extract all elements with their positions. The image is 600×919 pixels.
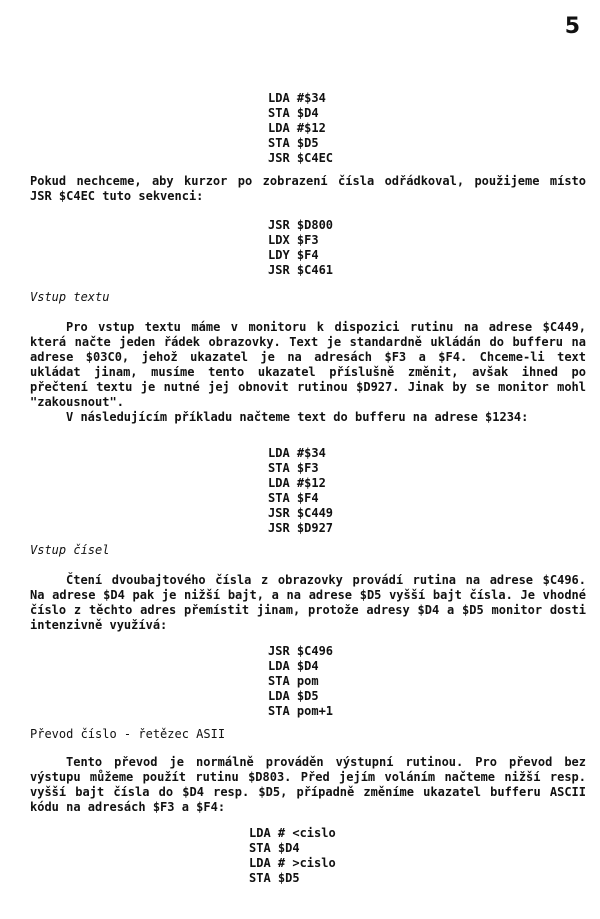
heading-number-to-string: Převod číslo - řetězec ASII bbox=[30, 727, 226, 741]
code-block-1: LDA #$34 STA $D4 LDA #$12 STA $D5 JSR $C4EC bbox=[268, 91, 334, 165]
paragraph-text-input bbox=[30, 320, 586, 425]
paragraph-text: Čtení dvoubajtového čísla z obrazovky provádí rutina na adrese $C496. Na adrese $D4 pak je nižší bajt, a na adrese $D5 vyšší bajt čísla. Je vhodné číslo z těchto adres přemístit jinam, protože adresy $D4 a $D5 monitor dosti intenzivně využívá: bbox=[30, 573, 586, 632]
code-block-2: JSR $D800 LDX $F3 LDY $F4 JSR $C461 bbox=[268, 218, 334, 277]
paragraph-cursor bbox=[30, 174, 586, 204]
heading-text-input: Vstup textu bbox=[30, 290, 110, 304]
page-number: 5 bbox=[564, 14, 580, 39]
code-block-5: LDA # <cislo STA $D4 LDA # >cislo STA $D5 bbox=[249, 826, 336, 885]
paragraph-number-input bbox=[30, 573, 586, 633]
paragraph-text: V následujícím příkladu načteme text do bufferu na adrese $1234: bbox=[66, 410, 529, 424]
heading-number-input: Vstup čísel bbox=[30, 543, 110, 557]
paragraph-conversion bbox=[30, 755, 586, 815]
paragraph-text: Pro vstup textu máme v monitoru k dispozici rutinu na adrese $C449, která načte jeden řádek obrazovky. Text je standardně ukládán do bufferu na adrese $03C0, jehož ukazatel je na adresách $F3 a $F4. Chceme-li text ukládat jinam, musíme tento ukazatel příslušně změnit, avšak ihned po přečtení textu je nutné jej obnovit rutinou $D927. Jinak by se monitor mohl "zakousnout". bbox=[30, 320, 586, 409]
paragraph-text: Tento převod je normálně prováděn výstupní rutinou. Pro převod bez výstupu můžeme použít rutinu $D803. Před jejím voláním načteme nižší resp. vyšší bajt čísla do $D4 resp. $D5, případně změníme ukazatel bufferu ASCII kódu na adresách $F3 a $F4: bbox=[30, 755, 586, 814]
paragraph-text: Pokud nechceme, aby kurzor po zobrazení čísla odřádkoval, použijeme místo JSR $C4EC tuto sekvenci: bbox=[30, 174, 586, 203]
code-block-3: LDA #$34 STA $F3 LDA #$12 STA $F4 JSR $C449 JSR $D927 bbox=[268, 446, 334, 535]
code-block-4: JSR $C496 LDA $D4 STA pom LDA $D5 STA pom+1 bbox=[268, 644, 334, 718]
